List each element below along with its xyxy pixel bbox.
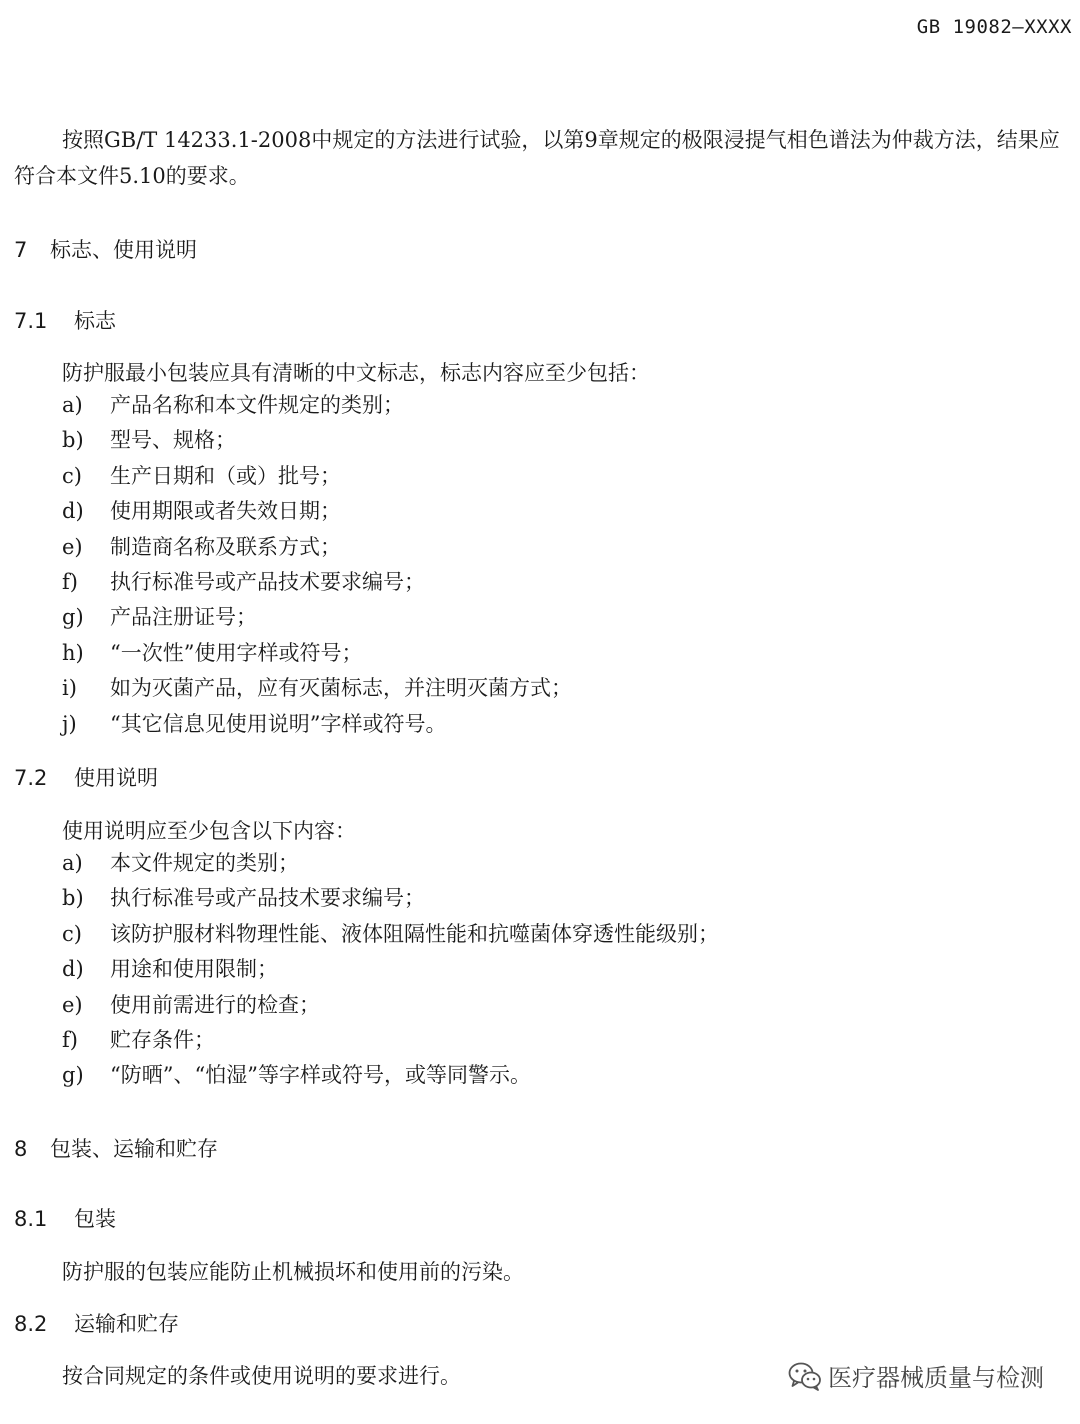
section-number: 7 xyxy=(14,238,28,262)
list-item xyxy=(62,988,719,1023)
list-marker: d) xyxy=(62,499,84,524)
list-marker: i) xyxy=(62,676,77,701)
section-number: 7.2 xyxy=(14,766,48,790)
section-title: 包装、运输和贮存 xyxy=(50,1137,218,1161)
list-item-text: 用途和使用限制； xyxy=(110,957,278,982)
list-item-text: 如为灭菌产品，应有灭菌标志，并注明灭菌方式； xyxy=(110,676,572,701)
document-number: GB 19082—XXXX xyxy=(916,16,1072,38)
watermark xyxy=(788,1358,1044,1393)
list-marker: b) xyxy=(62,886,84,911)
section-title: 运输和贮存 xyxy=(74,1312,179,1336)
list-item xyxy=(62,1058,719,1093)
list-item-text: 生产日期和（或）批号； xyxy=(110,463,341,488)
marking-list xyxy=(62,388,572,742)
section-8-2-body: 按合同规定的条件或使用说明的要求进行。 xyxy=(62,1364,461,1388)
list-item-text: “防晒”、“怕湿”等字样或符号，或等同警示。 xyxy=(110,1063,531,1088)
section-title: 使用说明 xyxy=(74,766,158,790)
list-item xyxy=(62,1023,719,1058)
list-marker: g) xyxy=(62,1063,84,1088)
section-7-2-heading xyxy=(14,762,158,792)
list-item xyxy=(62,423,572,458)
list-marker: d) xyxy=(62,957,84,982)
section-7-1-heading xyxy=(14,305,116,335)
list-item xyxy=(62,917,719,952)
list-item-text: “其它信息见使用说明”字样或符号。 xyxy=(110,711,447,736)
section-title: 包装 xyxy=(74,1207,116,1231)
list-item xyxy=(62,707,572,742)
list-marker: f) xyxy=(62,1027,78,1052)
section-8-1-heading xyxy=(14,1203,116,1233)
list-item xyxy=(62,388,572,423)
list-item-text: 执行标准号或产品技术要求编号； xyxy=(110,569,425,594)
wechat-icon xyxy=(788,1361,822,1391)
section-title: 标志 xyxy=(74,309,116,333)
list-item-text: 使用前需进行的检查； xyxy=(110,992,320,1017)
list-item xyxy=(62,459,572,494)
instructions-list xyxy=(62,846,719,1094)
list-item xyxy=(62,881,719,916)
list-marker: c) xyxy=(62,921,82,946)
list-item-text: 使用期限或者失效日期； xyxy=(110,499,341,524)
list-item-text: 该防护服材料物理性能、液体阻隔性能和抗噬菌体穿透性能级别； xyxy=(110,921,719,946)
intro-paragraph: 按照GB/T 14233.1-2008中规定的方法进行试验，以第9章规定的极限浸提气相色谱法为仲裁方法，结果应符合本文件5.10的要求。 xyxy=(14,128,1060,188)
list-item xyxy=(62,636,572,671)
section-7-1-intro: 防护服最小包装应具有清晰的中文标志，标志内容应至少包括： xyxy=(62,361,650,385)
section-7-2-intro: 使用说明应至少包含以下内容： xyxy=(62,819,356,843)
list-item-text: 产品注册证号； xyxy=(110,605,257,630)
list-item xyxy=(62,530,572,565)
list-marker: f) xyxy=(62,569,78,594)
list-item xyxy=(62,846,719,881)
list-item xyxy=(62,600,572,635)
list-item-text: 贮存条件； xyxy=(110,1027,215,1052)
list-item xyxy=(62,952,719,987)
section-number: 7.1 xyxy=(14,309,48,333)
list-item-text: 执行标准号或产品技术要求编号； xyxy=(110,886,425,911)
list-item xyxy=(62,565,572,600)
section-8-1-body: 防护服的包装应能防止机械损坏和使用前的污染。 xyxy=(62,1260,524,1284)
section-number: 8.1 xyxy=(14,1207,48,1231)
list-marker: e) xyxy=(62,992,83,1017)
list-item-text: 型号、规格； xyxy=(110,428,236,453)
list-marker: j) xyxy=(62,711,77,736)
section-8-2-heading xyxy=(14,1308,179,1338)
list-item-text: 本文件规定的类别； xyxy=(110,851,299,875)
section-7-heading xyxy=(14,234,197,264)
list-marker: g) xyxy=(62,605,84,630)
section-number: 8.2 xyxy=(14,1312,48,1336)
list-marker: e) xyxy=(62,534,83,559)
section-title: 标志、使用说明 xyxy=(50,238,197,262)
list-item xyxy=(62,494,572,529)
section-number: 8 xyxy=(14,1137,28,1161)
list-item-text: “一次性”使用字样或符号； xyxy=(110,640,363,665)
list-marker: b) xyxy=(62,428,84,453)
list-marker: a) xyxy=(62,393,83,417)
list-item-text: 制造商名称及联系方式； xyxy=(110,534,341,559)
watermark-text: 医疗器械质量与检测 xyxy=(828,1364,1044,1392)
list-marker: a) xyxy=(62,851,83,875)
list-item xyxy=(62,671,572,706)
list-marker: h) xyxy=(62,640,84,665)
list-marker: c) xyxy=(62,463,82,488)
section-8-heading xyxy=(14,1133,218,1163)
list-item-text: 产品名称和本文件规定的类别； xyxy=(110,393,404,417)
